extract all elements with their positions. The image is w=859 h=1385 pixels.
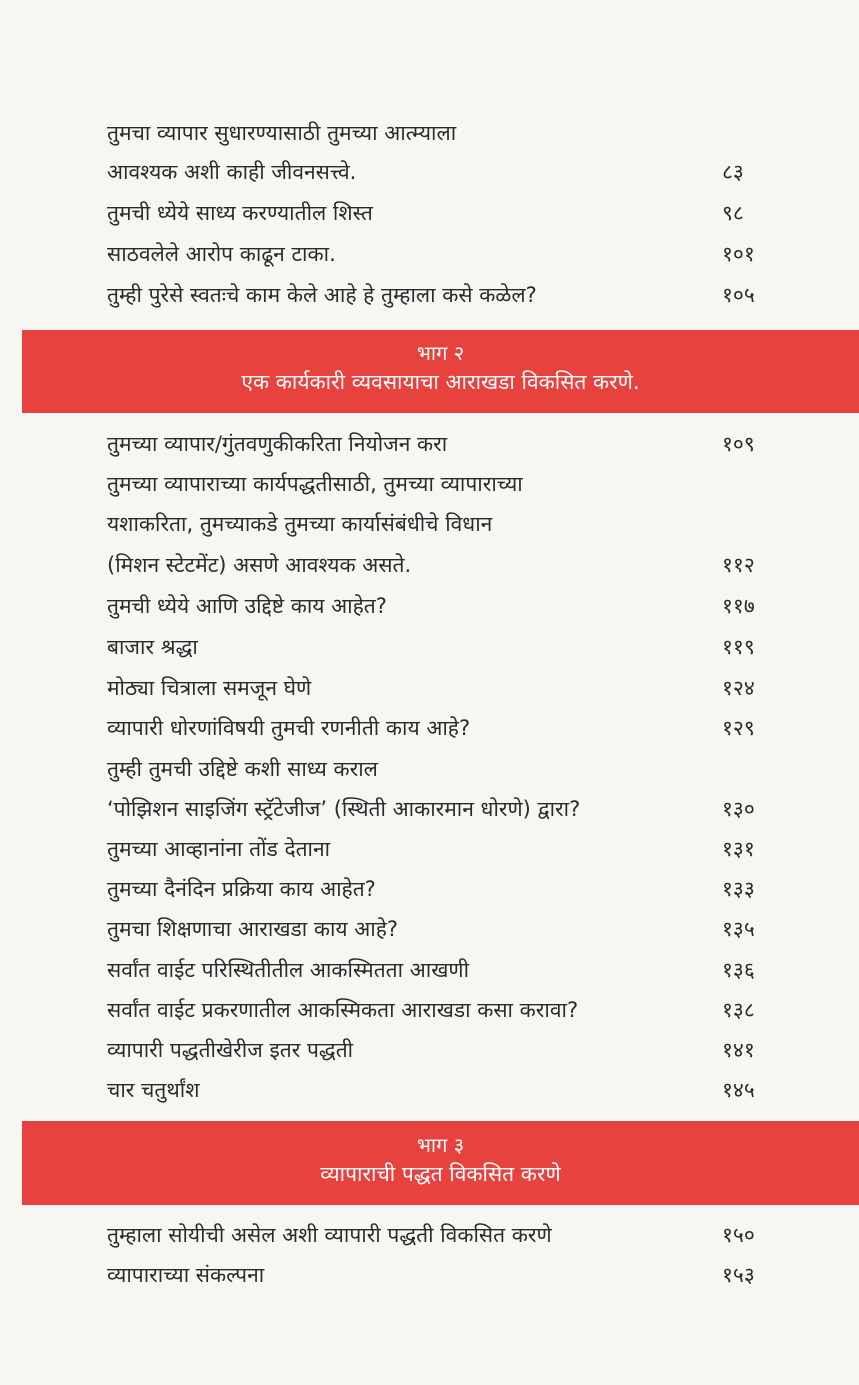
toc-entry-page: १५० [722, 1223, 755, 1247]
toc-entry [107, 714, 767, 742]
toc-entry-title: सर्वांत वाईट प्रकरणातील आकस्मिकता आराखडा कसा करावा? [107, 998, 579, 1022]
toc-entry-title: तुमचा शिक्षणाचा आराखडा काय आहे? [107, 917, 399, 941]
toc-entry-page: ८३ [722, 160, 744, 184]
part-label: भाग ३ [416, 1133, 465, 1157]
toc-entry-title: आवश्यक अशी काही जीवनसत्त्वे. [107, 160, 357, 184]
toc-entry-title: तुमच्या व्यापाराच्या कार्यपद्धतीसाठी, तुमच्या व्यापाराच्या [107, 472, 523, 496]
toc-entry-page: १५३ [722, 1263, 755, 1287]
toc-entry-title: मोठ्या चित्राला समजून घेणे [107, 676, 312, 700]
toc-entry-title: सर्वांत वाईट परिस्थितीतील आकस्मितता आखणी [107, 958, 470, 982]
toc-entry-page: १४५ [722, 1078, 755, 1102]
toc-entry-title: तुमची ध्येये आणि उद्दिष्टे काय आहेत? [107, 594, 387, 618]
toc-entry-page: ११२ [722, 553, 755, 577]
toc-entry-title: तुम्ही पुरेसे स्वतःचे काम केले आहे हे तुम्हाला कसे कळेल? [107, 283, 537, 307]
toc-entry-page: ११७ [722, 594, 755, 618]
toc-entry-page: १३३ [722, 877, 755, 901]
toc-entry-page: १२९ [722, 716, 755, 740]
part-title: व्यापाराची पद्धत विकसित करणे [320, 1162, 561, 1186]
toc-entry [107, 119, 767, 147]
toc-entry-page: १०५ [722, 283, 755, 307]
toc-entry [107, 915, 767, 943]
toc-entry [107, 281, 767, 309]
toc-entry-title: ‘पोझिशन साइजिंग स्ट्रॅटेजीज’ (स्थिती आकारमान धोरणे) द्वारा? [107, 797, 581, 821]
toc-entry [107, 158, 767, 186]
toc-entry-title: तुमच्या दैनंदिन प्रक्रिया काय आहेत? [107, 877, 376, 901]
part-2-heading-band [22, 330, 859, 413]
part-3-heading-band [22, 1121, 859, 1205]
toc-entry-title: तुम्हाला सोयीची असेल अशी व्यापारी पद्धती विकसित करणे [107, 1223, 552, 1247]
toc-entry [107, 551, 767, 579]
toc-entry [107, 1261, 767, 1289]
toc-entry [107, 592, 767, 620]
toc-entry [107, 430, 767, 458]
toc-entry-page: १३६ [722, 958, 755, 982]
toc-entry-page: १३१ [722, 837, 755, 861]
part-label: भाग २ [416, 341, 465, 365]
toc-entry-page: ११९ [722, 635, 755, 659]
toc-entry-page: १३५ [722, 917, 755, 941]
toc-entry [107, 240, 767, 268]
toc-entry-page: १३८ [722, 998, 755, 1022]
toc-entry-page: १२४ [722, 676, 755, 700]
toc-entry [107, 199, 767, 227]
toc-entry-title: बाजार श्रद्धा [107, 635, 198, 659]
toc-entry-title: (मिशन स्टेटमेंट) असणे आवश्यक असते. [107, 553, 412, 577]
toc-entry [107, 1221, 767, 1249]
toc-entry [107, 795, 767, 823]
toc-entry-title: तुमच्या व्यापार/गुंतवणुकीकरिता नियोजन करा [107, 432, 448, 456]
toc-entry [107, 674, 767, 702]
toc-entry-page: १४१ [722, 1038, 755, 1062]
toc-entry-title: व्यापारी धोरणांविषयी तुमची रणनीती काय आहे? [107, 716, 471, 740]
toc-entry-title: तुमच्या आव्हानांना तोंड देताना [107, 837, 331, 861]
toc-entry-page: १३० [722, 797, 755, 821]
toc-entry [107, 470, 767, 498]
toc-entry-title: यशाकरिता, तुमच्याकडे तुमच्या कार्यासंबंधीचे विधान [107, 512, 493, 536]
part-title: एक कार्यकारी व्यवसायाचा आराखडा विकसित करणे. [241, 370, 640, 394]
toc-entry [107, 1076, 767, 1104]
toc-entry [107, 875, 767, 903]
toc-entry [107, 510, 767, 538]
toc-entry [107, 956, 767, 984]
toc-entry-title: तुमचा व्यापार सुधारण्यासाठी तुमच्या आत्म्याला [107, 121, 457, 145]
toc-entry-page: १०९ [722, 432, 755, 456]
toc-entry-title: तुमची ध्येये साध्य करण्यातील शिस्त [107, 201, 373, 225]
toc-entry [107, 633, 767, 661]
toc-entry-page: १०१ [722, 242, 755, 266]
toc-entry-title: व्यापाराच्या संकल्पना [107, 1263, 265, 1287]
toc-entry [107, 1036, 767, 1064]
toc-entry-title: साठवलेले आरोप काढून टाका. [107, 242, 336, 266]
toc-entry [107, 835, 767, 863]
toc-entry-title: व्यापारी पद्धतीखेरीज इतर पद्धती [107, 1038, 354, 1062]
toc-entry [107, 996, 767, 1024]
toc-entry-page: ९८ [722, 201, 744, 225]
toc-entry [107, 755, 767, 783]
toc-entry-title: तुम्ही तुमची उद्दिष्टे कशी साध्य कराल [107, 757, 378, 781]
toc-entry-title: चार चतुर्थांश [107, 1078, 200, 1102]
